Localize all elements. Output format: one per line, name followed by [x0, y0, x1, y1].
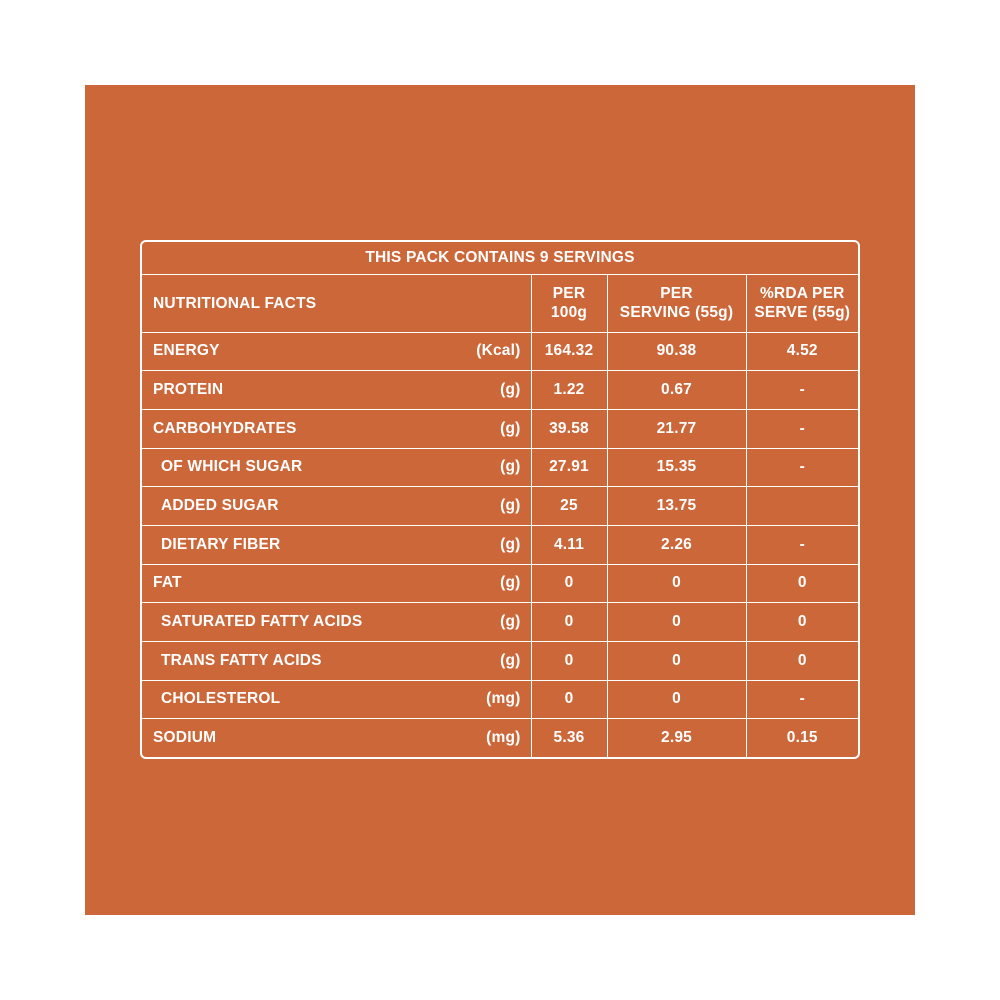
per-100g-value: 25 — [531, 487, 607, 526]
nutrient-label-cell — [142, 409, 531, 448]
table-row — [142, 332, 858, 371]
nutrient-unit: (g) — [500, 381, 521, 399]
per-serving-value: 90.38 — [607, 332, 746, 371]
nutrient-name: PROTEIN — [153, 381, 224, 399]
nutrient-name: SATURATED FATTY ACIDS — [161, 613, 363, 631]
per-serving-value: 21.77 — [607, 409, 746, 448]
nutrient-unit: (g) — [500, 574, 521, 592]
table-row — [142, 525, 858, 564]
table-row — [142, 409, 858, 448]
per-serving-header — [607, 274, 746, 332]
nutrient-unit: (g) — [500, 651, 521, 669]
per-serving-value: 0 — [607, 564, 746, 603]
per-serving-value: 0.67 — [607, 371, 746, 410]
rda-value: - — [746, 409, 858, 448]
per-100g-value: 27.91 — [531, 448, 607, 487]
per-serving-value: 0 — [607, 641, 746, 680]
nutrient-label-cell — [142, 487, 531, 526]
rda-value: 0.15 — [746, 719, 858, 757]
rda-value: - — [746, 448, 858, 487]
rda-value: - — [746, 680, 858, 719]
nutrient-unit: (g) — [500, 613, 521, 631]
nutrient-label-cell — [142, 332, 531, 371]
nutrient-label-cell — [142, 641, 531, 680]
nutrient-unit: (g) — [500, 419, 521, 437]
per-100g-header — [531, 274, 607, 332]
per-serving-value: 13.75 — [607, 487, 746, 526]
per-serving-header-line1: PER — [660, 285, 693, 303]
per-100g-value: 39.58 — [531, 409, 607, 448]
nutrient-label-cell — [142, 680, 531, 719]
nutrient-name: SODIUM — [153, 729, 217, 747]
table-row — [142, 641, 858, 680]
nutrient-label-cell — [142, 719, 531, 757]
nutrient-label-cell — [142, 371, 531, 410]
per-100g-value: 164.32 — [531, 332, 607, 371]
nutrient-name: DIETARY FIBER — [161, 535, 281, 553]
table-row — [142, 603, 858, 642]
nutrient-name: ADDED SUGAR — [161, 497, 279, 515]
nutrient-unit: (g) — [500, 535, 521, 553]
rda-value: - — [746, 371, 858, 410]
per-100g-value: 0 — [531, 641, 607, 680]
nutrient-label-cell — [142, 448, 531, 487]
per-100g-value: 1.22 — [531, 371, 607, 410]
per-100g-value: 0 — [531, 603, 607, 642]
rda-value — [746, 487, 858, 526]
per-100g-value: 0 — [531, 564, 607, 603]
nutrient-unit: (mg) — [486, 729, 521, 747]
nutrient-name: FAT — [153, 574, 182, 592]
rda-header-line2: SERVE (55g) — [754, 304, 851, 322]
table-row — [142, 487, 858, 526]
nutrient-unit: (g) — [500, 497, 521, 515]
per-serving-value: 15.35 — [607, 448, 746, 487]
per-serving-value: 2.26 — [607, 525, 746, 564]
nutrient-label-cell — [142, 525, 531, 564]
nutrient-unit: (mg) — [486, 690, 521, 708]
table-row — [142, 680, 858, 719]
nutrient-unit: (Kcal) — [476, 342, 521, 360]
nutrient-name: TRANS FATTY ACIDS — [161, 651, 322, 669]
nutritional-facts-header: NUTRITIONAL FACTS — [142, 274, 531, 332]
per-100g-header-line1: PER — [552, 285, 586, 303]
table-row — [142, 448, 858, 487]
per-serving-value: 0 — [607, 680, 746, 719]
nutrient-label-cell — [142, 564, 531, 603]
per-100g-value: 0 — [531, 680, 607, 719]
nutrient-name: CARBOHYDRATES — [153, 419, 297, 437]
nutrition-table — [140, 240, 860, 759]
per-100g-value: 4.11 — [531, 525, 607, 564]
nutrient-name: ENERGY — [153, 342, 220, 360]
per-serving-value: 0 — [607, 603, 746, 642]
nutrient-name: CHOLESTEROL — [161, 690, 281, 708]
table-row — [142, 371, 858, 410]
table-title-row — [142, 242, 858, 274]
rda-header-line1: %RDA PER — [759, 285, 845, 303]
per-serving-header-line2: SERVING (55g) — [619, 304, 734, 322]
rda-value: 4.52 — [746, 332, 858, 371]
per-serving-value: 2.95 — [607, 719, 746, 757]
rda-value: 0 — [746, 603, 858, 642]
nutrient-name: OF WHICH SUGAR — [161, 458, 303, 476]
table-header-row — [142, 274, 858, 332]
rda-value: - — [746, 525, 858, 564]
per-100g-value: 5.36 — [531, 719, 607, 757]
rda-header — [746, 274, 858, 332]
servings-title: THIS PACK CONTAINS 9 SERVINGS — [142, 242, 858, 274]
rda-value: 0 — [746, 564, 858, 603]
nutrient-unit: (g) — [500, 458, 521, 476]
table-row — [142, 719, 858, 757]
table-row — [142, 564, 858, 603]
nutrient-label-cell — [142, 603, 531, 642]
per-100g-header-line2: 100g — [550, 304, 588, 322]
rda-value: 0 — [746, 641, 858, 680]
